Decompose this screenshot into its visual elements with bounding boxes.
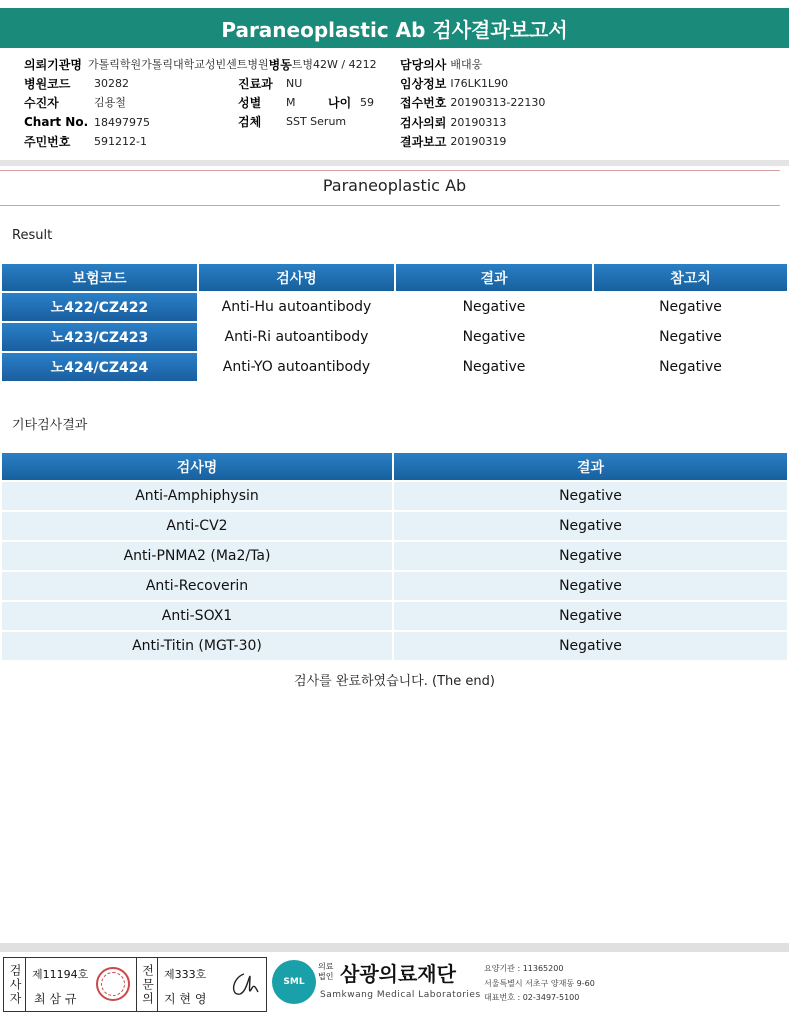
receipt-no-label: 접수번호 xyxy=(400,95,447,110)
result-cell: Negative xyxy=(394,482,787,510)
result-table-header xyxy=(2,264,787,291)
col-result: 결과 xyxy=(394,453,787,480)
sex-value: M xyxy=(286,95,296,109)
result-heading: Result xyxy=(12,228,53,243)
clinical-info-value: I76LK1L90 xyxy=(450,76,509,90)
table-row xyxy=(2,293,787,321)
resident-no-label: 주민번호 xyxy=(24,134,71,149)
table-row xyxy=(2,482,787,510)
examiner-name: 최 삼 규 xyxy=(34,992,77,1006)
report-date-row xyxy=(400,132,506,150)
receipt-row xyxy=(400,93,545,111)
signature-box xyxy=(3,957,267,1012)
reference-cell: Negative xyxy=(594,353,787,381)
hospital-code-row xyxy=(24,74,129,92)
org-tag-text: 의료법인 xyxy=(318,962,334,981)
col-result: 결과 xyxy=(396,264,592,291)
ward-label: 병동 xyxy=(268,57,292,72)
result-cell: Negative xyxy=(394,542,787,570)
reference-cell: Negative xyxy=(594,293,787,321)
footer-divider xyxy=(0,943,789,952)
col-test-name: 검사명 xyxy=(199,264,394,291)
logo-text: SML xyxy=(283,977,305,987)
table-row xyxy=(2,542,787,570)
insurance-code-cell: 노424/CZ424 xyxy=(2,353,197,381)
table-row xyxy=(2,323,787,351)
dept-value: NU xyxy=(286,76,303,90)
org-english-name: Samkwang Medical Laboratories xyxy=(320,990,481,1000)
request-date-value: 20190313 xyxy=(450,115,507,129)
ward-value: 트병42W / 4212 xyxy=(291,58,377,71)
sex-label: 성별 xyxy=(238,95,262,110)
result-cell: Negative xyxy=(396,353,592,381)
result-cell: Negative xyxy=(394,512,787,540)
doctor-value: 배대웅 xyxy=(450,58,483,71)
request-date-row xyxy=(400,113,506,131)
test-name-cell: Anti-CV2 xyxy=(2,512,392,540)
test-name-cell: Anti-SOX1 xyxy=(2,602,392,630)
age-label: 나이 xyxy=(328,95,352,110)
col-reference: 참고치 xyxy=(594,264,787,291)
specimen-value: SST Serum xyxy=(286,114,347,128)
report-date-label: 결과보고 xyxy=(400,134,447,149)
test-name-cell: Anti-Titin (MGT-30) xyxy=(2,632,392,660)
col-test-name: 검사명 xyxy=(2,453,392,480)
section-title: Paraneoplastic Ab xyxy=(322,176,467,195)
examiner-license: 제11194호 xyxy=(32,968,89,981)
institution-value: 가톨릭학원가톨릭대학교성빈센트병원 xyxy=(87,58,269,71)
patient-row xyxy=(24,93,126,111)
examiner-seal-icon xyxy=(96,967,130,1001)
report-title: Paraneoplastic Ab 검사결과보고서 xyxy=(0,8,789,48)
table-row xyxy=(2,632,787,660)
result-cell: Negative xyxy=(394,632,787,660)
org-phone: 대표번호 : 02-3497-5100 xyxy=(484,993,580,1002)
org-address: 서울특별시 서초구 양재동 9-60 xyxy=(484,979,595,988)
other-results-heading: 기타검사결과 xyxy=(12,418,88,433)
resident-no-value: 591212-1 xyxy=(94,134,147,148)
dept-row xyxy=(238,74,302,92)
table-row xyxy=(2,572,787,600)
institution-label: 의뢰기관명 xyxy=(24,57,82,72)
chart-no-row xyxy=(24,113,150,131)
result-table xyxy=(0,262,789,383)
result-cell: Negative xyxy=(394,572,787,600)
table-row xyxy=(2,353,787,381)
patient-label: 수진자 xyxy=(24,95,59,110)
test-name-cell: Anti-Hu autoantibody xyxy=(199,293,394,321)
header-divider xyxy=(0,160,789,166)
insurance-code-cell: 노423/CZ423 xyxy=(2,323,197,351)
signature-icon xyxy=(226,968,262,1002)
chart-no-label: Chart No. xyxy=(24,115,89,129)
specialist-name: 지 현 영 xyxy=(164,992,207,1006)
clinical-info-row xyxy=(400,74,508,92)
hospital-code-label: 병원코드 xyxy=(24,76,71,91)
test-name-cell: Anti-PNMA2 (Ma2/Ta) xyxy=(2,542,392,570)
org-tag xyxy=(318,962,338,982)
dept-label: 진료과 xyxy=(238,76,273,91)
section-top-rule xyxy=(0,170,780,171)
table-row xyxy=(2,602,787,630)
doctor-row xyxy=(400,55,482,73)
specimen-row xyxy=(238,112,346,130)
examiner-label xyxy=(4,958,26,1011)
other-table-header xyxy=(2,453,787,480)
other-results-table xyxy=(0,451,789,662)
request-date-label: 검사의뢰 xyxy=(400,115,447,130)
org-name: 삼광의료재단 xyxy=(340,962,456,986)
result-cell: Negative xyxy=(396,293,592,321)
col-insurance-code: 보험코드 xyxy=(2,264,197,291)
table-row xyxy=(2,512,787,540)
age-value: 59 xyxy=(360,95,374,109)
patient-value: 김용철 xyxy=(94,96,126,109)
specialist-license: 제333호 xyxy=(164,968,207,981)
clinical-info-label: 임상정보 xyxy=(400,76,447,91)
reference-cell: Negative xyxy=(594,323,787,351)
doctor-label: 담당의사 xyxy=(400,57,447,72)
receipt-no-value: 20190313-22130 xyxy=(450,95,546,109)
chart-no-value: 18497975 xyxy=(94,115,150,129)
institution-row xyxy=(24,55,377,73)
section-bottom-rule xyxy=(0,205,780,206)
result-cell: Negative xyxy=(396,323,592,351)
specimen-label: 검체 xyxy=(238,114,262,129)
test-name-cell: Anti-Ri autoantibody xyxy=(199,323,394,351)
test-name-cell: Anti-YO autoantibody xyxy=(199,353,394,381)
end-note: 검사를 완료하였습니다. (The end) xyxy=(294,674,495,689)
result-cell: Negative xyxy=(394,602,787,630)
sml-logo-icon xyxy=(272,960,316,1004)
specialist-label-text: 전문의 xyxy=(140,963,155,1006)
specialist-label xyxy=(136,958,158,1011)
org-code: 요양기관 : 11365200 xyxy=(484,964,564,973)
sex-age-row xyxy=(238,93,374,111)
report-date-value: 20190319 xyxy=(450,134,507,148)
insurance-code-cell: 노422/CZ422 xyxy=(2,293,197,321)
test-name-cell: Anti-Recoverin xyxy=(2,572,392,600)
examiner-label-text: 검사자 xyxy=(8,963,22,1006)
test-name-cell: Anti-Amphiphysin xyxy=(2,482,392,510)
resident-no-row xyxy=(24,132,147,150)
hospital-code-value: 30282 xyxy=(94,76,129,90)
